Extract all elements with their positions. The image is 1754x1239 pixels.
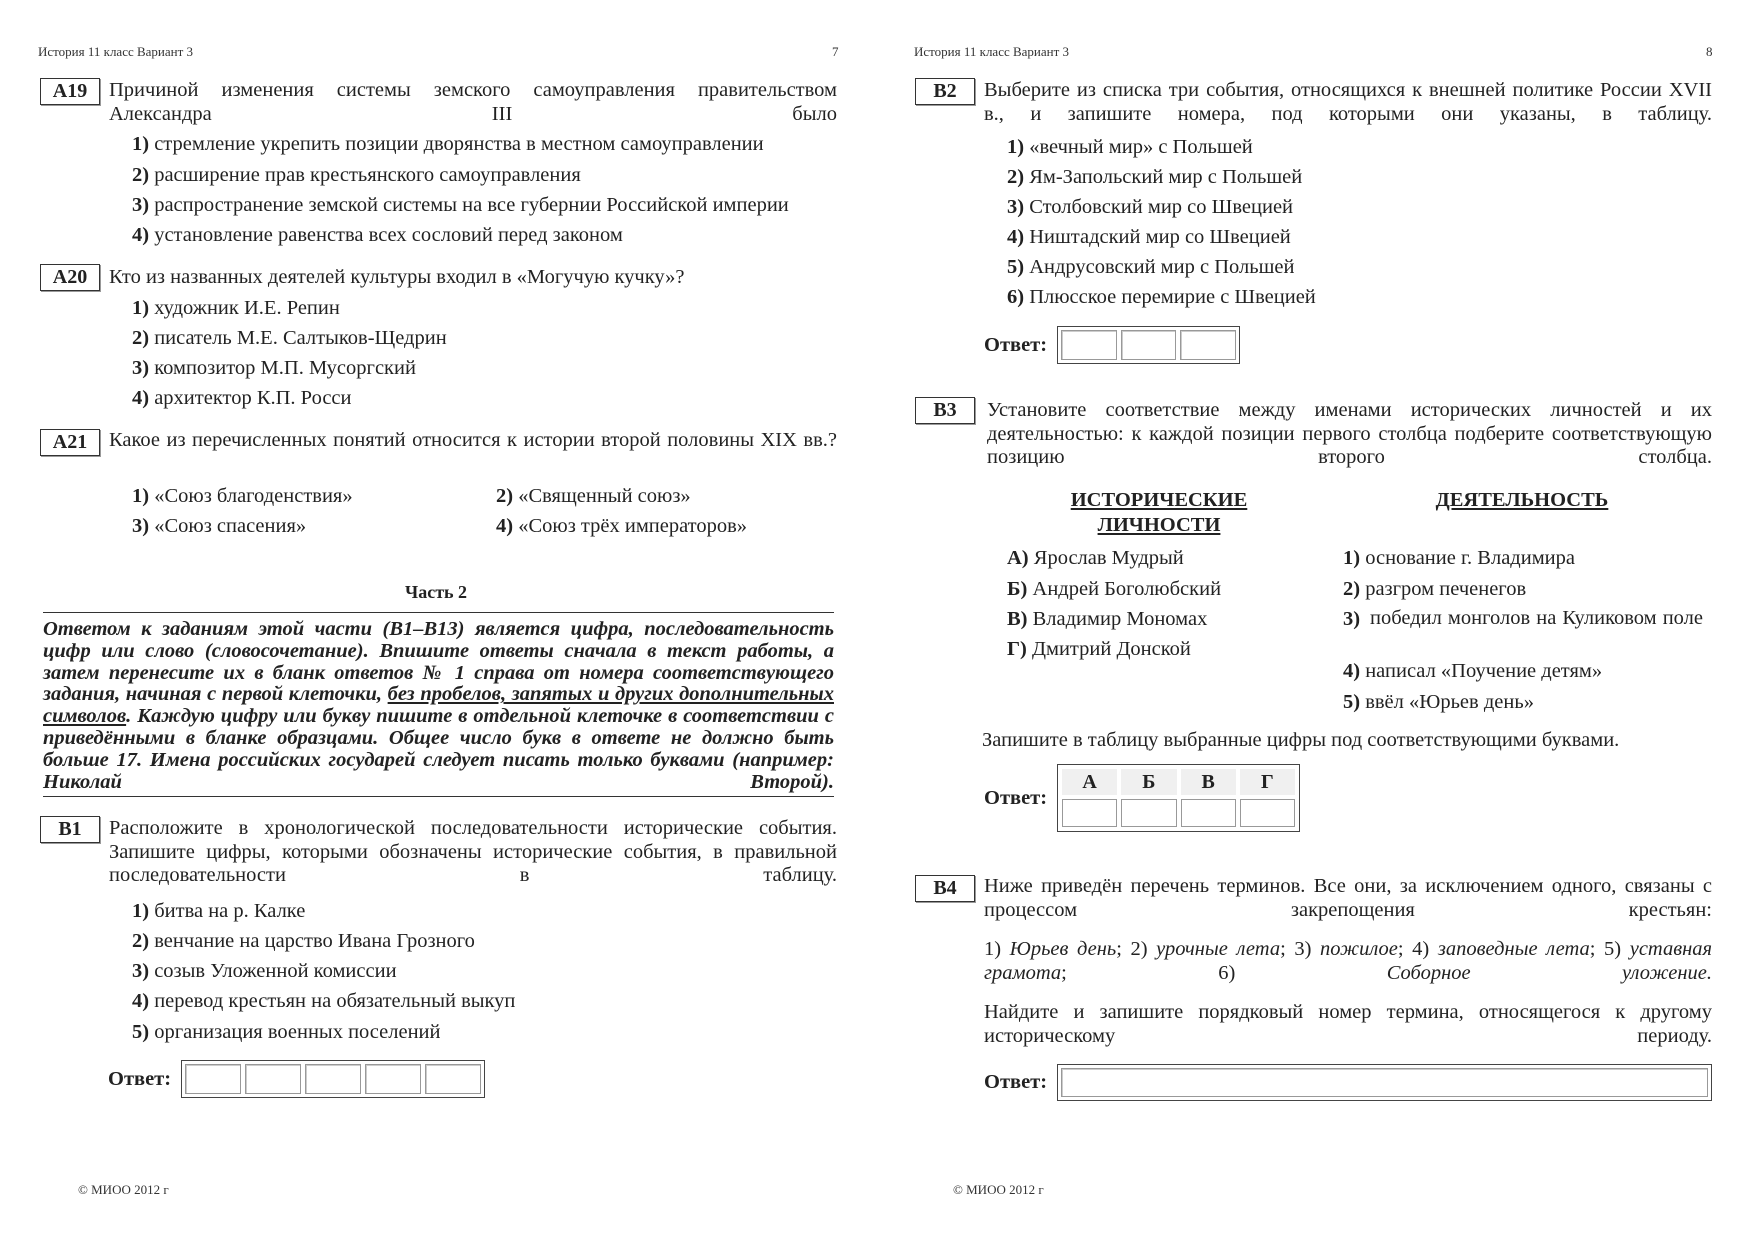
task-label-b1: B1: [40, 816, 100, 843]
option: 3) «Союз спасения»: [132, 515, 307, 537]
letter-header: Б: [1121, 769, 1176, 795]
option: 3) Столбовский мир со Швецией: [1007, 196, 1294, 218]
option: 1) художник И.Е. Репин: [132, 297, 340, 319]
task-label-b4: B4: [915, 875, 975, 902]
option: 6) Плюсское перемирие с Швецией: [1007, 286, 1316, 308]
answer-cell[interactable]: [365, 1064, 421, 1094]
option: 2) «Священный союз»: [496, 485, 691, 507]
option: 3) композитор М.П. Мусоргский: [132, 357, 416, 379]
option: 4) перевод крестьян на обязательный выкуп: [132, 990, 516, 1012]
match-item: Г) Дмитрий Донской: [1007, 638, 1191, 660]
option: 2) расширение прав крестьянского самоуправления: [132, 164, 581, 186]
option: 5) Андрусовский мир с Польшей: [1007, 256, 1295, 278]
answer-cell[interactable]: [245, 1064, 301, 1094]
option: 3) созыв Уложенной комиссии: [132, 960, 397, 982]
answer-label: Ответ:: [984, 334, 1048, 356]
option: 4) «Союз трёх императоров»: [496, 515, 748, 537]
part-2-instructions: Ответом к заданиям этой части (B1–B13) является цифра, последовательность цифр или слово (словосочетание). Впишите ответы сначала в текст работы, а затем перенесите их в бланк ответов № 1 справа от номера соответствующего задания, начиная с первой клеточки, без пробелов, запятых и других дополнительных символов. Каждую цифру или букву пишите в отдельной клеточке в соответствии с приведёнными в бланке образцами. Общее число букв в ответе не должно быть больше 17. Имена российских государей следует писать только буквами (например: Николай Второй).: [43, 618, 834, 793]
answer-label: Ответ:: [984, 787, 1048, 809]
b4-question: Найдите и запишите порядковый номер термина, относящегося к другому историческому периоду.: [984, 1001, 1712, 1047]
match-item: Б) Андрей Боголюбский: [1007, 578, 1222, 600]
option: 1) «вечный мир» с Польшей: [1007, 136, 1253, 158]
task-b3-text: Установите соответствие между именами исторических личностей и их деятельностью: к каждой позиции первого столбца подберите соответствующую позицию второго столбца.: [987, 399, 1712, 468]
match-option: 3) победил монголов на Куликовом поле: [1343, 607, 1703, 630]
task-b4-text: Ниже приведён перечень терминов. Все они, за исключением одного, связаны с процессом закрепощения крестьян:: [984, 875, 1712, 921]
option: 4) архитектор К.П. Росси: [132, 387, 352, 409]
answer-cell[interactable]: [1061, 1068, 1708, 1097]
page-number: 8: [1706, 44, 1713, 59]
page-header: История 11 класс Вариант 3: [38, 44, 194, 59]
option: 2) венчание на царство Ивана Грозного: [132, 930, 475, 952]
match-item: В) Владимир Мономах: [1007, 608, 1208, 630]
page-header: История 11 класс Вариант 3: [914, 44, 1070, 59]
answer-cell[interactable]: [185, 1064, 241, 1094]
option: 2) писатель М.Е. Салтыков-Щедрин: [132, 327, 447, 349]
page-number: 7: [832, 44, 839, 59]
answer-cell[interactable]: [425, 1064, 481, 1094]
task-label-b2: B2: [915, 78, 975, 105]
answer-cell[interactable]: [305, 1064, 361, 1094]
option: 3) распространение земской системы на все губернии Российской империи: [132, 194, 789, 216]
match-option: 4) написал «Поучение детям»: [1343, 660, 1603, 682]
answer-cell[interactable]: [1181, 799, 1236, 827]
task-label-a20: A20: [40, 264, 100, 291]
b4-terms: 1) Юрьев день; 2) урочные лета; 3) пожилое; 4) заповедные лета; 5) уставная грамота; 6) Соборное уложение.: [984, 938, 1713, 984]
b2-answer-field[interactable]: [1057, 326, 1240, 364]
answer-cell[interactable]: [1180, 330, 1236, 360]
task-b1-text: Расположите в хронологической последовательности исторические события. Запишите цифры, которыми обозначены исторические события, в правильной последовательности в таблицу.: [109, 817, 837, 886]
option: 1) битва на р. Калке: [132, 900, 306, 922]
column-header-personalities: ИСТОРИЧЕСКИЕ ЛИЧНОСТИ: [1070, 489, 1248, 536]
option: 1) стремление укрепить позиции дворянства в местном самоуправлении: [132, 133, 764, 155]
footer-copyright: © МИОО 2012 г: [953, 1182, 1044, 1197]
footer-copyright: © МИОО 2012 г: [78, 1182, 169, 1197]
task-label-a21: A21: [40, 429, 100, 456]
letter-header: В: [1181, 769, 1236, 795]
b3-answer-table: [1057, 764, 1300, 832]
option: 4) Ништадский мир со Швецией: [1007, 226, 1291, 248]
answer-cell[interactable]: [1061, 330, 1117, 360]
option: 1) «Союз благоденствия»: [132, 485, 353, 507]
letter-header: Г: [1240, 769, 1295, 795]
task-b2-text: Выберите из списка три события, относящихся к внешней политике России XVII в., и запишите номера, под которыми они указаны, в таблицу.: [984, 79, 1712, 125]
match-option: 2) разгром печенегов: [1343, 578, 1527, 600]
answer-cell[interactable]: [1121, 799, 1176, 827]
letter-header: А: [1062, 769, 1117, 795]
b4-answer-field[interactable]: [1057, 1064, 1712, 1101]
task-label-b3: B3: [915, 397, 975, 424]
b3-instruction: Запишите в таблицу выбранные цифры под соответствующими буквами.: [982, 729, 1620, 751]
task-label-a19: A19: [40, 78, 100, 105]
task-a21-text: Какое из перечисленных понятий относится к истории второй половины XIX вв.?: [109, 429, 837, 451]
answer-label: Ответ:: [984, 1071, 1048, 1093]
task-a19-text: Причиной изменения системы земского самоуправления правительством Александра III было: [109, 79, 837, 125]
match-item: А) Ярослав Мудрый: [1007, 547, 1184, 569]
answer-cell[interactable]: [1062, 799, 1117, 827]
option: 4) установление равенства всех сословий перед законом: [132, 224, 623, 246]
answer-cell[interactable]: [1240, 799, 1295, 827]
part-2-title: Часть 2: [405, 582, 468, 602]
option: 2) Ям-Запольский мир с Польшей: [1007, 166, 1303, 188]
divider: [43, 796, 834, 797]
option: 5) организация военных поселений: [132, 1021, 441, 1043]
divider: [43, 612, 834, 613]
b1-answer-field[interactable]: [181, 1060, 485, 1098]
answer-cell[interactable]: [1121, 330, 1177, 360]
answer-label: Ответ:: [108, 1068, 172, 1090]
match-option: 1) основание г. Владимира: [1343, 547, 1575, 569]
match-option: 5) ввёл «Юрьев день»: [1343, 691, 1534, 713]
column-header-activity: ДЕЯТЕЛЬНОСТЬ: [1435, 489, 1609, 511]
task-a20-text: Кто из названных деятелей культуры входил в «Могучую кучку»?: [109, 266, 685, 288]
